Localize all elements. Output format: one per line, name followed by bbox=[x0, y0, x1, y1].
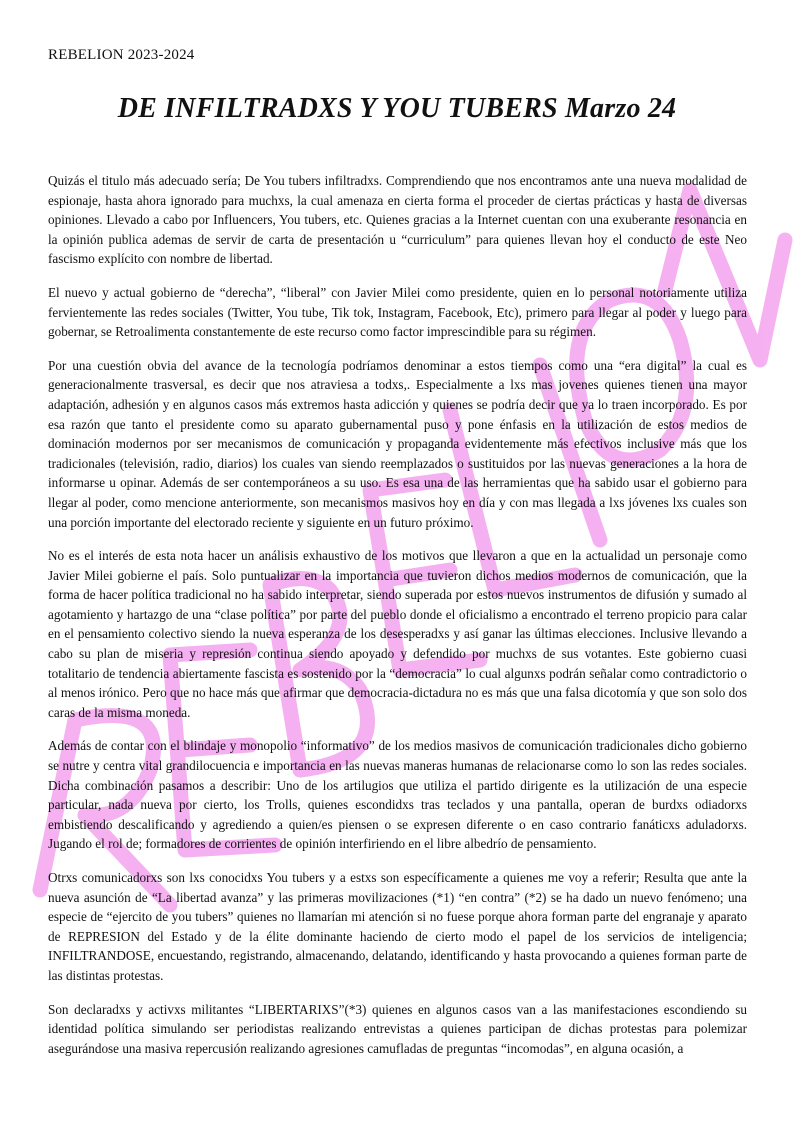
paragraph: El nuevo y actual gobierno de “derecha”, “liberal” con Javier Milei como presidente, quien en lo personal notoriamente utiliza fervientemente las redes sociales (Twitter, You tube, Tik tok, Instagram, Facebook, Etc), primero para llegar al poder y luego para gobernar, se Retroalimenta constantemente de este recurso como factor imprescindible para su régimen. bbox=[48, 284, 747, 340]
document-title: DE INFILTRADXS Y YOU TUBERS Marzo 24 bbox=[117, 93, 677, 124]
header-label: REBELION 2023-2024 bbox=[48, 47, 195, 63]
paragraph: Otrxs comunicadorxs son lxs conocidxs You tubers y a estxs son específicamente a quienes me voy a referir; Resulta que ante la nueva asunción de “La libertad avanza” y las primeras movilizaciones (*1) “en contra” (*2) se ha dado un nuevo fenómeno; una especie de “ejercito de you tubers” quienes no llamarían mi atención si no fuese porque ahora forman parte del engranaje y aparato de REPRESION del Estado y de la élite dominante haciendo de cierto modo el papel de los servicios de inteligencia; INFILTRANDOSE, encuestando, registrando, almacenando, delatando, identificando y hasta provocando a quienes forman parte de las distintas protestas. bbox=[48, 870, 747, 983]
paragraph: Son declaradxs y activxs militantes “LIBERTARIXS”(*3) quienes en algunos casos van a las manifestaciones escondiendo su identidad política simulando ser periodistas realizando entrevistas a quienes participan de dichas protestas para polemizar asegurándose una masiva repercusión realizando agresiones camufladas de preguntas “incomodas”, en alguna ocasión, a bbox=[48, 1001, 747, 1056]
document-body bbox=[48, 171, 747, 1072]
paragraph: Quizás el titulo más adecuado sería; De You tubers infiltradxs. Comprendiendo que nos encontramos ante una nueva modalidad de espionaje, hasta ahora ignorado para muchxs, la cual amenaza en cierta forma el proceder de ciertas prácticas y hasta de diversas opiniones. Llevado a cabo por Influencers, You tubers, etc. Quienes gracias a la Internet cuentan con una exuberante resonancia en la opinión publica ademas de servir de carta de presentación u “curriculum” para quienes llevan hoy el conducto de este Neo fascismo explícito con nombre de libertad. bbox=[48, 173, 747, 267]
paragraph: Por una cuestión obvia del avance de la tecnología podríamos denominar a estos tiempos como una “era digital” la cual es generacionalmente trasversal, es decir que nos atraviesa a todxs,. Especialmente a lxs mas jovenes quienes tienen una mayor adaptación, adhesión y en algunos casos más extremos hasta adicción y quienes se podría decir que ya lo traen incorporado. Es por esa razón que tanto el presidente como su aparato gubernamental puso y pone énfasis en la utilización de estos medios de dominación modernos por ser mecanismos de comunicación y propaganda evidentemente más efectivos inclusive más que los tradicionales (televisión, radio, diarios) los cuales van siendo reemplazados o sustituidos por las nuevas generaciones a la hora de informarse u opinar. Además de ser contemporáneos a su uso. Es esa una de las herramientas que ha sabido usar el gobierno para llegar al poder, como mencione anteriormente, son mecanismos masivos hoy en día y con mas llegada a lxs jóvenes lxs cuales son una porción importante del electorado reciente y siguiente en un futuro próximo. bbox=[48, 357, 747, 530]
paragraph: Además de contar con el blindaje y monopolio “informativo” de los medios masivos de comunicación tradicionales dicho gobierno se nutre y centra vital grandilocuencia e importancia en las nuevas maneras humanas de relacionarse como lo son las redes sociales. Dicha combinación pasamos a describir: Uno de los artilugios que utiliza el partido dirigente es la utilización de una especie particular, nada nueva por cierto, los Trolls, quienes escondidxs tras teclados y una pantalla, operan de burdxs odiadorxs embistiendo descalificando y agrediendo a quien/es piensen o se expresen diferente o en caso contrario fanáticxs aduladorxs. Jugando el rol de; formadores de corrientes de opinión interfiriendo en el libre albedrío de pensamiento. bbox=[48, 738, 747, 852]
paragraph: No es el interés de esta nota hacer un análisis exhaustivo de los motivos que llevaron a que en la actualidad un personaje como Javier Milei gobierne el país. Solo puntualizar en la importancia que tuvieron dichos medios modernos de comunicación, que la forma de hacer política tradicional no ha sabido interpretar, siendo superada por estos nuevos instrumentos de difusión y sumado al agotamiento y hartazgo de una “clase política” por parte del pueblo donde el oficialismo a encontrado el terreno propicio para calar en el pensamiento colectivo siendo la nueva esperanza de los desesperadxs y así ganar las últimas elecciones. Inclusive llevando a cabo su plan de miseria y represión continua siendo apoyado y defendido por muchxs de sus votantes. Este gobierno cuasi totalitario de tendencia abiertamente fascista es sostenido por la “democracia” lo cual algunxs podrán señalar como contradictorio o al menos irónico. Pero que no hace más que afirmar que democracia-dictadura no es más que una falsa dicotomía y que son solo dos caras de la misma moneda. bbox=[48, 548, 747, 720]
